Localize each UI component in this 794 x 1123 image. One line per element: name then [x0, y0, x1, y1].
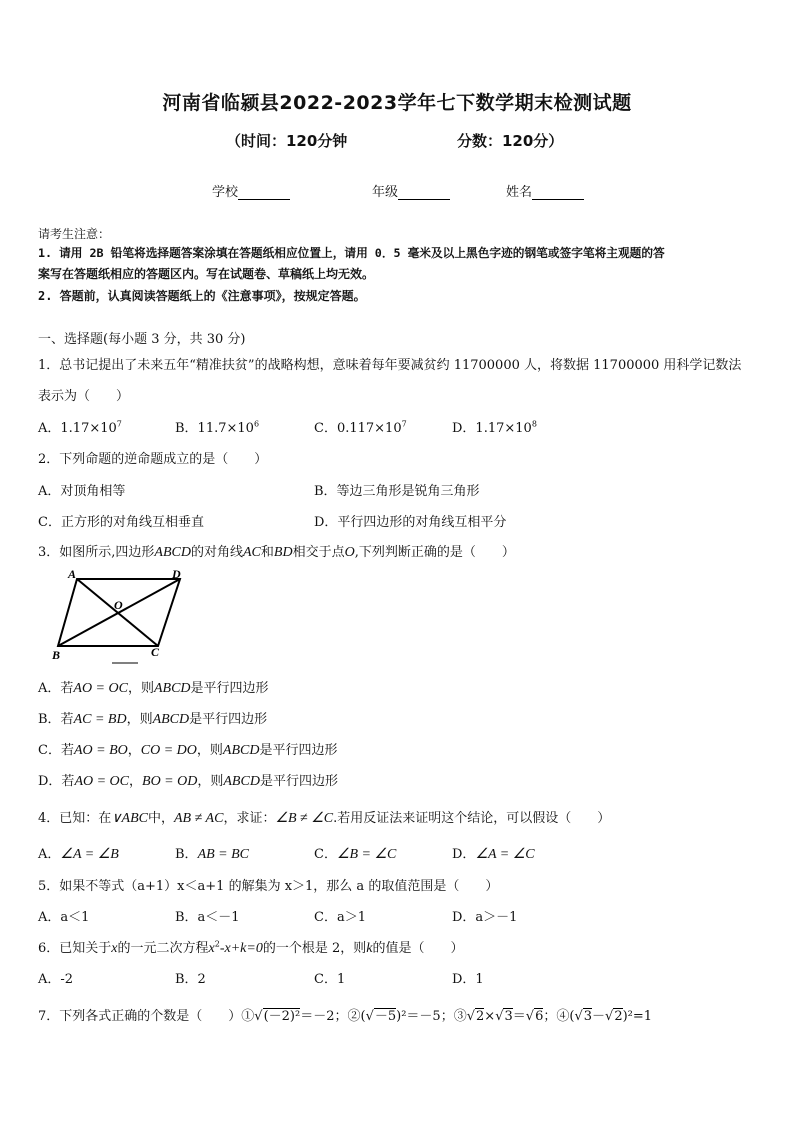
school-blank[interactable]	[238, 187, 290, 200]
q2-option-a[interactable]: A．对顶角相等	[38, 484, 126, 499]
q4-goal: ∠B ≠ ∠C	[275, 811, 334, 826]
q3-d-pre: D．若	[38, 774, 75, 789]
sqrt-icon: √	[254, 1009, 263, 1024]
q3-d-sep: ，	[129, 774, 143, 789]
name-blank[interactable]	[532, 187, 584, 200]
q3-text-1: 3．如图所示,四边形	[38, 545, 155, 560]
name-label: 姓名	[506, 185, 533, 200]
q7-text-1: 7．下列各式正确的个数是（ ）①	[38, 1009, 255, 1024]
q6-k: k	[366, 941, 373, 956]
vertex-c-label: C	[151, 645, 160, 659]
q7-expr-3-times: ×	[484, 1009, 496, 1024]
q6-eq-exp: 2	[214, 939, 220, 949]
q1-option-b[interactable]	[175, 417, 259, 436]
q4-text-4: .若用反证法来证明这个结论，可以假设（ ）	[333, 811, 611, 826]
q3-text-3: 和	[260, 545, 274, 560]
q4-c-label: C．	[314, 847, 337, 862]
q3-b-mid: ，则	[126, 712, 153, 727]
sqrt-icon: √	[495, 1009, 504, 1024]
q3-option-a[interactable]	[38, 677, 269, 697]
q3-d-post: 是平行四边形	[259, 774, 338, 789]
q3-quad: ABCD	[154, 545, 191, 560]
sqrt-icon: √	[365, 1009, 374, 1024]
q3-a-pre: A．若	[38, 681, 74, 696]
q6-stem	[38, 937, 463, 957]
sqrt-icon: √	[574, 1009, 583, 1024]
q3-b-post: 是平行四边形	[189, 712, 268, 727]
grade-field[interactable]	[372, 181, 450, 200]
q7-expr-1-rest: ＝－2；②(	[300, 1009, 366, 1024]
q3-b-pre: B．若	[38, 712, 74, 727]
school-label: 学校	[212, 185, 239, 200]
q5-option-b[interactable]: B．a＜－1	[175, 910, 240, 925]
q4-text-3: ，求证：	[223, 811, 276, 826]
q7-expr-2-rest: )²＝－5；③	[396, 1009, 467, 1024]
q3-c-quad: ABCD	[222, 743, 260, 758]
q2-option-b[interactable]: B．等边三角形是锐角三角形	[314, 484, 480, 499]
grade-blank[interactable]	[398, 187, 450, 200]
q6-eq-rest: -x+k=0	[219, 941, 263, 956]
q3-c-sep: ，	[127, 743, 141, 758]
q4-c-math: ∠B = ∠C	[336, 847, 397, 862]
q3-bd: BD	[273, 545, 293, 560]
q7-expr-4-a: 3	[583, 1009, 593, 1024]
q3-d-cond: AO = OC	[74, 774, 129, 789]
grade-label: 年级	[372, 185, 399, 200]
q6-option-d[interactable]: D．1	[452, 972, 484, 987]
q7-expr-1-radicand: (－2)²	[263, 1009, 301, 1024]
q6-text-4: 的值是（ ）	[372, 941, 464, 956]
q7-expr-4-minus: －	[592, 1009, 606, 1024]
vertex-b-label: B	[52, 648, 61, 662]
q3-a-quad: ABCD	[153, 681, 191, 696]
q7-stem	[38, 1005, 652, 1024]
q4-d-label: D．	[452, 847, 476, 862]
q3-o: O	[344, 545, 355, 560]
q3-text-2: 的对角线	[190, 545, 243, 560]
q7-expr-3-b: 3	[504, 1009, 513, 1024]
q3-d-mid: ，则	[197, 774, 224, 789]
notice-item-2: 2. 答题前，认真阅读答题纸上的《注意事项》，按规定答题。	[38, 289, 366, 303]
q3-c-post: 是平行四边形	[259, 743, 338, 758]
sqrt-icon: √	[605, 1009, 614, 1024]
q1-option-d[interactable]	[452, 417, 537, 436]
q4-text-2: 中，	[147, 811, 174, 826]
q6-x: x	[111, 941, 118, 956]
notice-item-1-line-1: 1. 请用 2B 铅笔将选择题答案涂填在答题纸相应位置上，请用 0．5 毫米及以上黑色字迹的钢笔或签字笔将主观题的答	[38, 246, 665, 260]
q1-option-a-exp: 7	[116, 419, 122, 429]
q4-b-math: AB = BC	[197, 847, 250, 862]
q3-a-mid: ，则	[127, 681, 154, 696]
sqrt-icon: √	[466, 1009, 475, 1024]
q3-b-quad: ABCD	[152, 712, 190, 727]
q4-condition: AB ≠ AC	[174, 811, 224, 826]
q1-option-c-exp: 7	[401, 419, 407, 429]
q4-text-1: 4．已知：在	[38, 811, 112, 826]
q3-option-b[interactable]	[38, 708, 267, 728]
q3-text-5: ,下列判断正确的是（ ）	[354, 545, 515, 560]
q3-a-cond: AO = OC	[73, 681, 128, 696]
q4-stem	[38, 807, 610, 827]
q3-a-post: 是平行四边形	[190, 681, 269, 696]
q2-option-d[interactable]: D．平行四边形的对角线互相平分	[314, 515, 507, 530]
q4-option-c[interactable]	[314, 843, 396, 863]
q3-text-4: 相交于点	[292, 545, 345, 560]
section-heading: 一、选择题(每小题 3 分，共 30 分)	[38, 332, 246, 347]
q2-option-c[interactable]: C．正方形的对角线互相垂直	[38, 515, 204, 530]
q4-option-a[interactable]	[38, 843, 119, 863]
q3-d-cond2: BO = OD	[142, 774, 198, 789]
q1-stem-line-2: 表示为（ ）	[38, 389, 130, 404]
notice-item-1-line-2: 案写在答题纸相应的答题区内。写在试题卷、草稿纸上均无效。	[38, 267, 375, 281]
q3-option-c[interactable]	[38, 739, 337, 759]
q4-d-math: ∠A = ∠C	[475, 847, 535, 862]
q3-option-d[interactable]	[38, 770, 338, 790]
exam-title: 河南省临颍县2022-2023学年七下数学期末检测试题	[162, 92, 632, 114]
q7-expr-3-eq: ＝	[512, 1009, 526, 1024]
school-field[interactable]	[212, 181, 290, 200]
q3-b-cond: AC = BD	[73, 712, 127, 727]
q5-option-a[interactable]: A．a＜1	[38, 910, 90, 925]
q3-c-mid: ，则	[196, 743, 223, 758]
q3-ac: AC	[242, 545, 261, 560]
q6-text-3: 的一个根是 2，则	[262, 941, 367, 956]
q1-option-b-exp: 6	[253, 419, 260, 429]
q1-option-c-text: C．0.117×10	[314, 421, 402, 436]
q3-c-cond: AO = BO	[73, 743, 128, 758]
q6-option-c[interactable]: C．1	[314, 972, 346, 987]
q7-expr-4-b: 2	[614, 1009, 623, 1024]
vertex-a-label: A	[68, 567, 77, 581]
q3-stem	[38, 541, 515, 561]
q4-triangle: ∨ABC	[111, 811, 148, 826]
name-field[interactable]	[506, 181, 584, 200]
q3-d-quad: ABCD	[223, 774, 260, 789]
q6-text-2: 的一元二次方程	[117, 941, 209, 956]
q7-expr-4-pre: ；④(	[543, 1009, 575, 1024]
q7-expr-3-a: 2	[476, 1009, 485, 1024]
q1-option-d-text: D．1.17×10	[452, 421, 532, 436]
q4-option-d[interactable]	[452, 843, 535, 863]
q6-eq-x: x	[208, 941, 215, 956]
q1-option-b-text: B．11.7×10	[175, 421, 254, 436]
notice-heading: 请考生注意：	[38, 227, 111, 241]
sqrt-icon: √	[525, 1009, 535, 1024]
q1-option-d-exp: 8	[531, 419, 537, 429]
q1-option-a[interactable]	[38, 417, 122, 436]
q5-stem: 5．如果不等式（a+1）x＜a+1 的解集为 x＞1，那么 a 的取值范围是（ ）	[38, 879, 499, 894]
vertex-d-label: D	[172, 567, 181, 581]
q4-a-math: ∠A = ∠B	[60, 847, 119, 862]
q4-b-label: B．	[175, 847, 198, 862]
q3-c-cond2: CO = DO	[140, 743, 197, 758]
q1-option-c[interactable]	[314, 417, 407, 436]
q5-option-c[interactable]: C．a＞1	[314, 910, 366, 925]
center-o-label: O	[114, 598, 123, 612]
q6-text-1: 6．已知关于	[38, 941, 112, 956]
q7-expr-4-rest: )²=1	[622, 1009, 653, 1024]
q4-a-label: A．	[38, 847, 61, 862]
q6-option-b[interactable]: B．2	[175, 972, 206, 987]
exam-time: （时间：120分钟	[226, 132, 348, 150]
q1-option-a-text: A．1.17×10	[38, 421, 117, 436]
exam-score: 分数：120分）	[457, 132, 564, 150]
q5-option-d[interactable]: D．a＞－1	[452, 910, 518, 925]
q7-expr-3-c: 6	[535, 1009, 544, 1024]
parallelogram-figure	[40, 566, 200, 666]
q2-stem: 2．下列命题的逆命题成立的是（ ）	[38, 452, 268, 467]
q6-option-a[interactable]: A．-2	[38, 972, 74, 987]
q1-stem-line-1: 1．总书记提出了未来五年“精准扶贫”的战略构想，意味着每年要减贫约 11700000 人，将数据 11700000 用科学记数法	[38, 358, 742, 373]
q7-expr-2-radicand: －5	[374, 1009, 397, 1024]
q4-option-b[interactable]	[175, 843, 249, 863]
q3-c-pre: C．若	[38, 743, 74, 758]
